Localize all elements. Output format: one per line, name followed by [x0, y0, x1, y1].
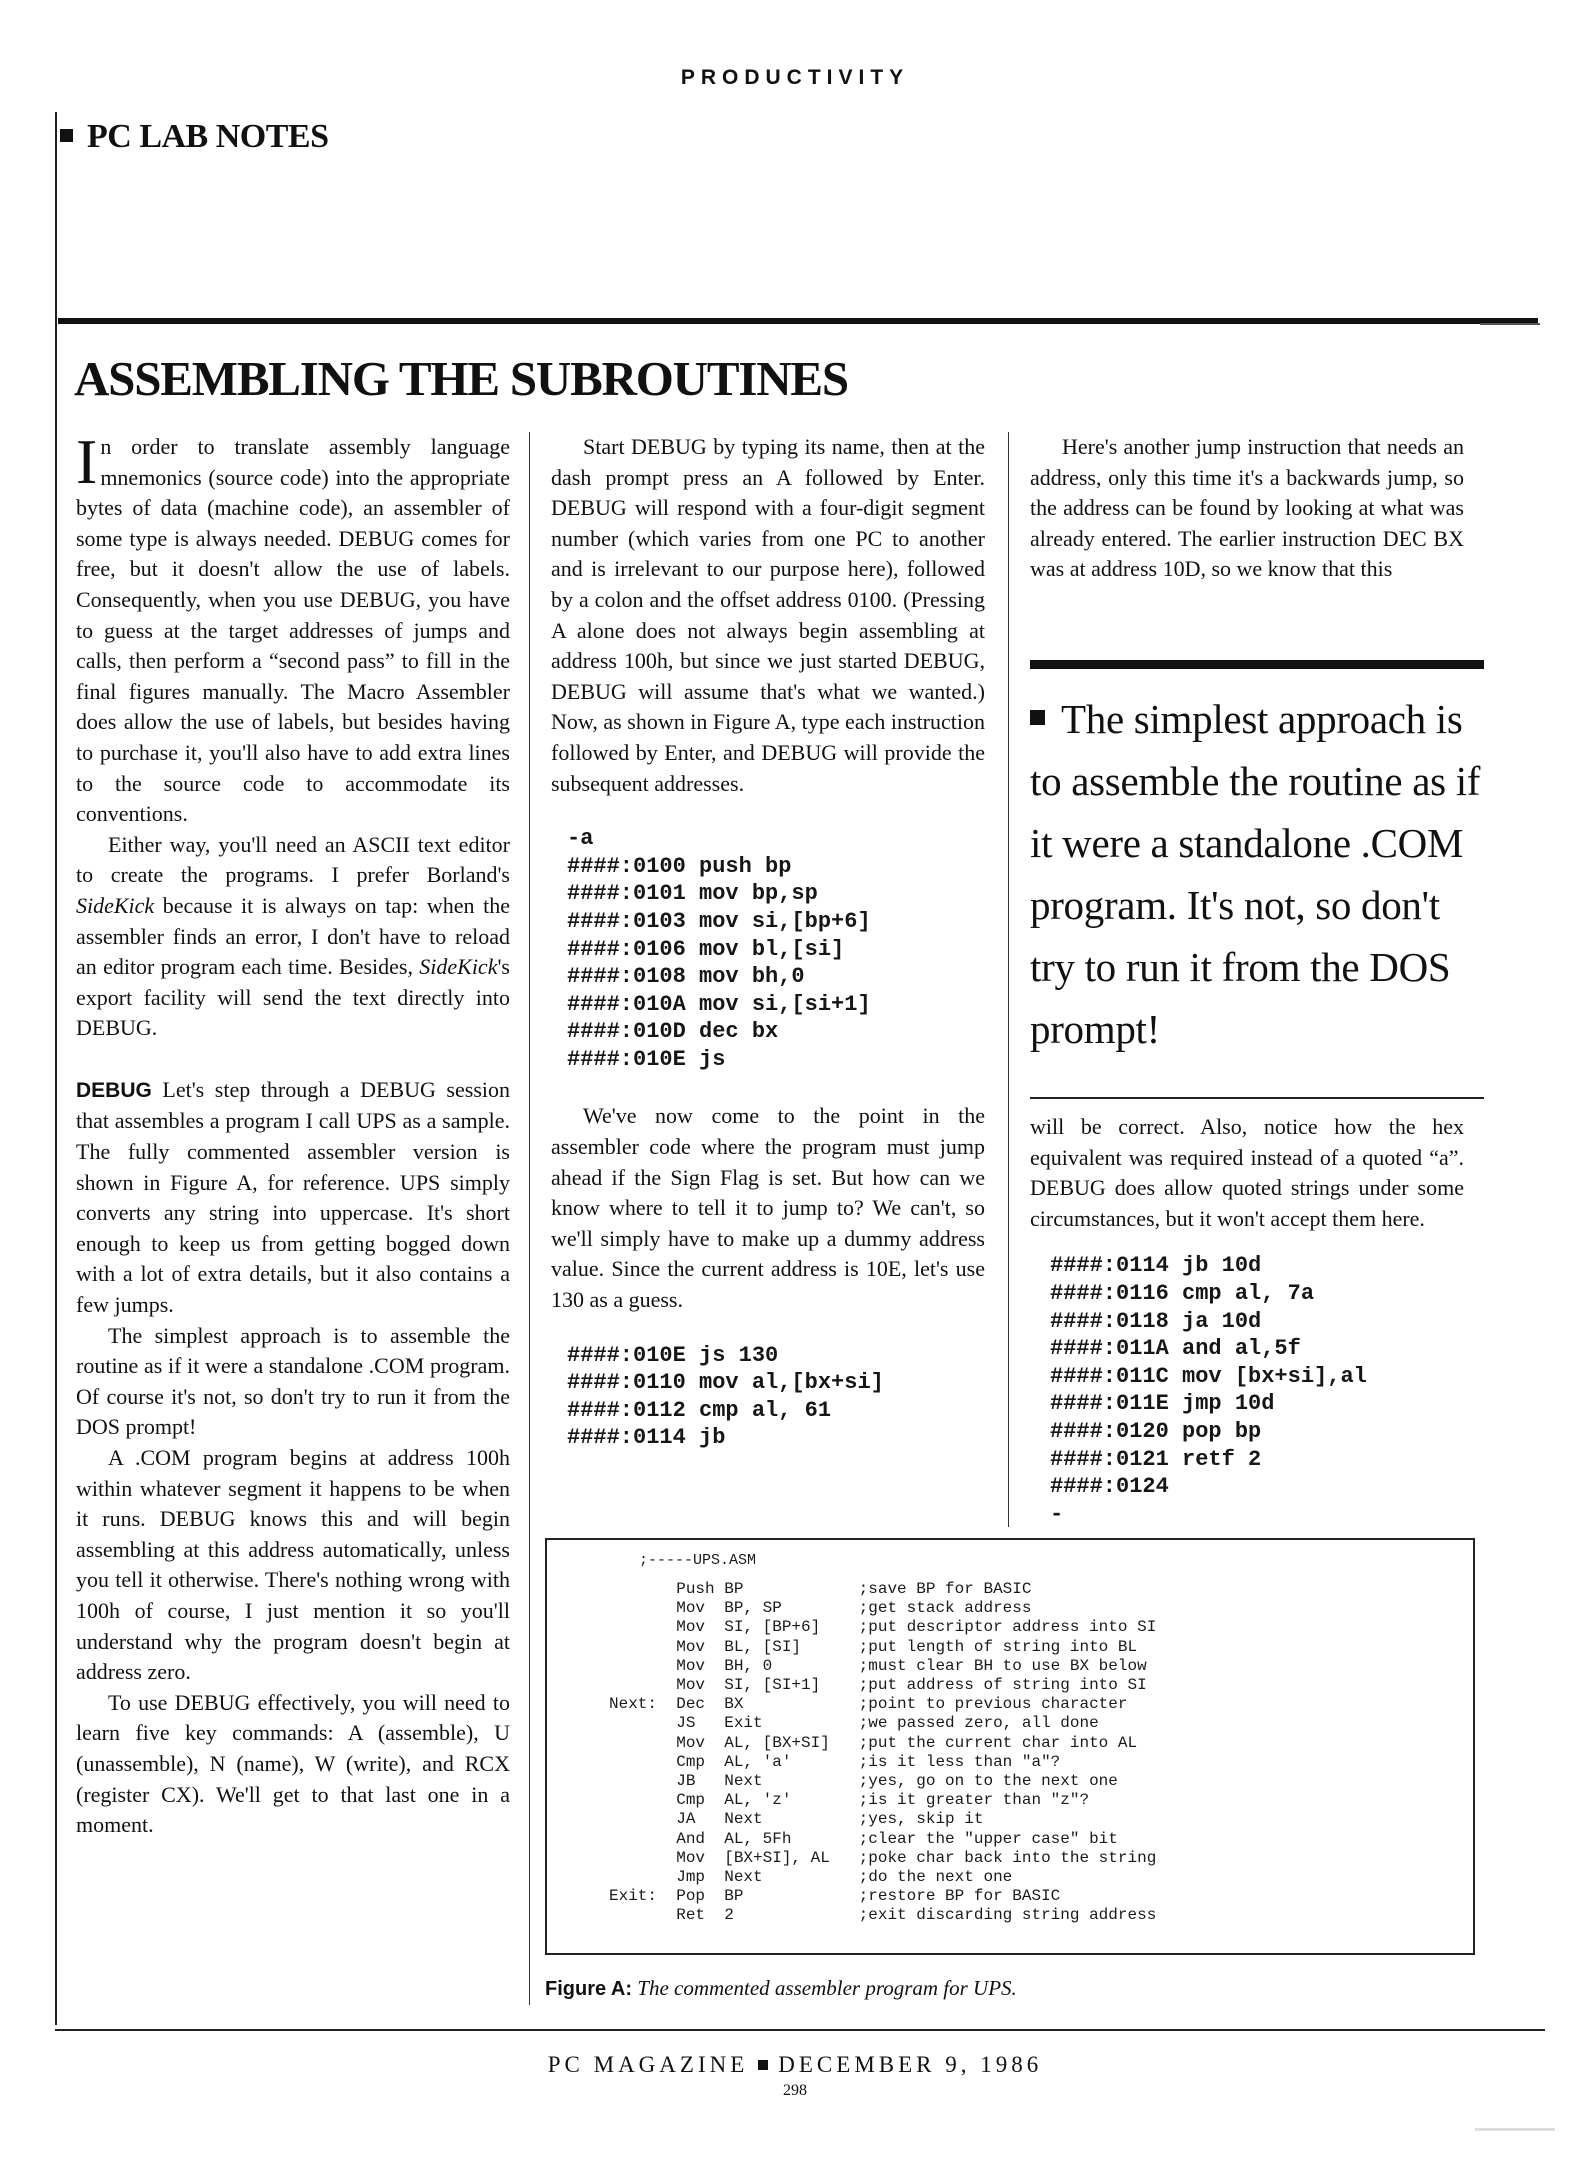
- paragraph-approach: The simplest approach is to assemble the routine as if it were a standalone .COM program. Of course it's not, so don't try to run it from the DOS prompt!: [76, 1322, 510, 1440]
- paragraph-debug-text: Let's step through a DEBUG session that assembles a program I call UPS as a sample. The fully commented assembler version is shown in Figure A, for reference. UPS simply converts any string into uppercase. It's short enough to keep us from getting bogged down with a lot of extra details, but it also contains a few jumps.: [76, 1076, 510, 1318]
- paragraph-commands: To use DEBUG effectively, you will need to learn five key commands: A (assemble), U (unassemble), N (name), W (write), and RCX (register CX). We'll get to that last one in a moment.: [76, 1689, 510, 1838]
- column-3-bottom: [1030, 1112, 1464, 1528]
- pullquote: [1030, 688, 1490, 1060]
- paragraph-debug: [76, 1075, 510, 1321]
- code-listing-1: -a ####:0100 push bp ####:0101 mov bp,sp ####:0103 mov si,[bp+6] ####:0106 mov bl,[si] ####:0108 mov bh,0 ####:010A mov si,[si+1] ####:010D dec bx ####:010E js: [567, 826, 871, 1072]
- footer-date: DECEMBER 9, 1986: [778, 2052, 1043, 2077]
- paragraph-backwards-jump: Here's another jump instruction that needs an address, only this time it's a backwards jump, so the address can be found by looking at what was already entered. The earlier instruction DEC BX was at address 10D, so we know that this: [1030, 434, 1464, 582]
- figure-caption-label: Figure A:: [545, 1978, 633, 2000]
- paragraph-editor: [76, 830, 510, 1044]
- footer-rule: [55, 2029, 1545, 2031]
- column-3-top: [1030, 432, 1464, 585]
- section-kicker: PRODUCTIVITY: [680, 66, 910, 89]
- footer-bullet-icon: [758, 2060, 768, 2070]
- figure-a-box: [545, 1538, 1475, 1955]
- paragraph-editor-text-a: Either way, you'll need an ASCII text editor to create the programs. I prefer Borland's: [76, 831, 510, 888]
- figure-caption-text: The commented assembler program for UPS.: [632, 1976, 1017, 2000]
- drop-cap: I: [76, 426, 98, 497]
- paragraph-com-program: A .COM program begins at address 100h within whatever segment it happens to be when it runs. DEBUG knows this and will begin assembling at this address automatically, unless you tell it otherwise. There's nothing wrong with 100h of course, I just mention it so you'll understand why the program doesn't begin at address zero.: [76, 1445, 510, 1685]
- column-rule-2: [1008, 432, 1009, 1527]
- product-name-sidekick-2: SideKick: [419, 954, 498, 980]
- page-number: 298: [783, 2082, 807, 2099]
- left-margin-rule: [55, 112, 57, 2025]
- paragraph-hex-equivalent: will be correct. Also, notice how the hex equivalent was required instead of a quoted “a”. DEBUG does allow quoted strings under some circumstances, but it won't accept them here.: [1030, 1114, 1464, 1231]
- column-1: [76, 426, 510, 1841]
- pullquote-top-rule: [1030, 660, 1484, 669]
- paragraph-start-debug: Start DEBUG by typing its name, then at the dash prompt press an A followed by Enter. DEBUG will respond with a four-digit segment number (which varies from one PC to another and is irrelevant to our purpose here), followed by a colon and the offset address 0100. (Pressing A alone does not always begin assembling at address 100h, but since we just started DEBUG, DEBUG will assume that's what we wanted.) Now, as shown in Figure A, type each instruction followed by Enter, and DEBUG will provide the subsequent addresses.: [551, 434, 985, 796]
- subhead-debug: DEBUG: [76, 1078, 152, 1102]
- article-headline: ASSEMBLING THE SUBROUTINES: [74, 351, 848, 406]
- headline-rule: [58, 318, 1538, 324]
- figure-a-header: ;-----UPS.ASM: [639, 1552, 757, 1569]
- section-label-text: PC LAB NOTES: [87, 118, 329, 155]
- figure-a-caption: [545, 1976, 1017, 2001]
- paragraph-jump-ahead: We've now come to the point in the assembler code where the program must jump ahead if the Sign Flag is set. But how can we know where to tell it to jump to? We can't, so we'll simply have to make up a dummy address value. Since the current address is 10E, let's use 130 as a guess.: [551, 1103, 985, 1313]
- page-footer: [0, 2052, 1590, 2078]
- pullquote-bottom-rule: [1030, 1097, 1484, 1099]
- pullquote-text: The simplest approach is to assemble the routine as if it were a standalone .COM program. It's not, so don't try to run it from the DOS prompt!: [1030, 696, 1481, 1052]
- section-label: [60, 118, 329, 156]
- paragraph-intro-text: n order to translate assembly language mnemonics (source code) into the appropriate bytes of data (machine code), an assembler of some type is always needed. DEBUG comes for free, but it doesn't allow the use of labels. Consequently, when you use DEBUG, you have to guess at the target addresses of jumps and calls, then perform a “second pass” to fill in the final figures manually. The Macro Assembler does allow the use of labels, but besides having to purchase it, you'll also have to add extra lines to the source code to accommodate its conventions.: [76, 434, 510, 827]
- footer-magazine: PC MAGAZINE: [547, 2052, 749, 2077]
- figure-a-code: Push BP ;save BP for BASIC Mov BP, SP ;get stack address Mov SI, [BP+6] ;put descriptor address into SI Mov BL, [SI] ;put length of string into BL Mov BH, 0 ;must clear BH to use BX below Mov SI, [SI+1] ;put address of string into SI Next: Dec BX ;point to previous character JS Exit ;we passed zero, all done Mov AL, [BX+SI] ;put the current char into AL Cmp AL, 'a' ;is it less than "a"? JB Next ;yes, go on to the next one Cmp AL, 'z' ;is it greater than "z"? JA Next ;yes, skip it And AL, 5Fh ;clear the "upper case" bit Mov [BX+SI], AL ;poke char back into the string Jmp Next ;do the next one Exit: Pop BP ;restore BP for BASIC Ret 2 ;exit discarding string address: [609, 1580, 1157, 1925]
- bullet-square-icon: [60, 129, 73, 142]
- column-rule-1: [529, 432, 530, 2005]
- headline-rule-tail: [1480, 323, 1540, 325]
- pullquote-bullet-icon: [1030, 710, 1045, 725]
- scan-smudge: [1475, 2128, 1555, 2131]
- paragraph-intro: [76, 426, 510, 830]
- column-2: [551, 432, 985, 1452]
- paragraph-editor-text-c: 's export facility will send the text directly into DEBUG.: [76, 954, 510, 1041]
- product-name-sidekick: SideKick: [76, 892, 155, 918]
- code-listing-3: ####:0114 jb 10d ####:0116 cmp al, 7a ####:0118 ja 10d ####:011A and al,5f ####:011C mov [bx+si],al ####:011E jmp 10d ####:0120 pop bp ####:0121 retf 2 ####:0124 -: [1050, 1253, 1367, 1527]
- paragraph-editor-text-b: because it is always on tap: when the assembler finds an error, I don't have to reload an editor program each time. Besides,: [76, 892, 510, 980]
- code-listing-2: ####:010E js 130 ####:0110 mov al,[bx+si] ####:0112 cmp al, 61 ####:0114 jb: [567, 1342, 884, 1451]
